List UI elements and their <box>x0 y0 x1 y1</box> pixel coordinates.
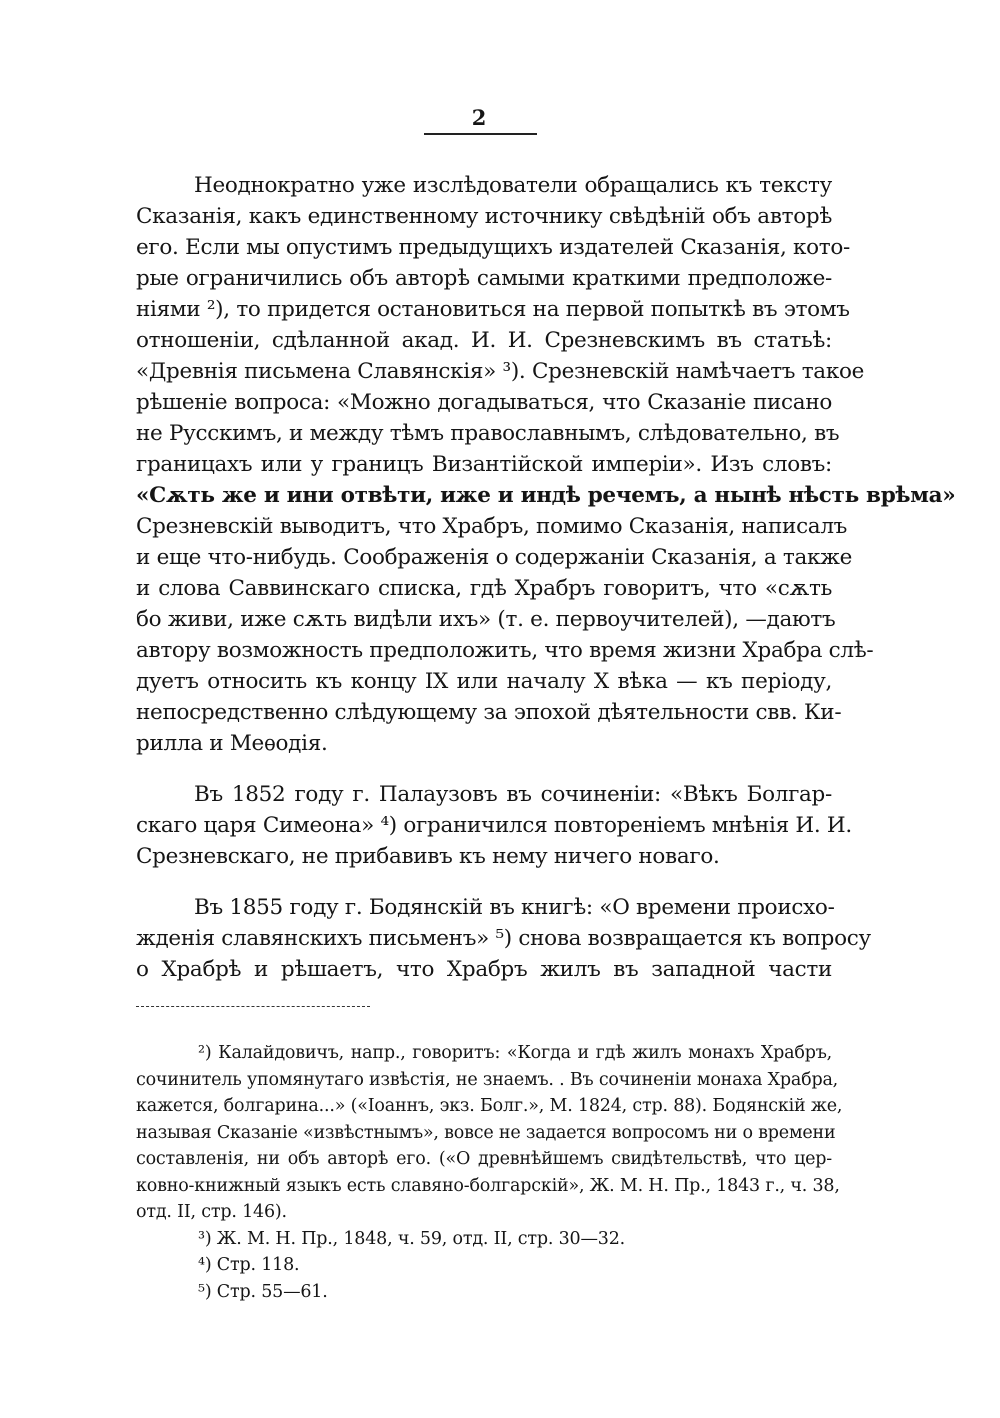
text-line: непосредственно слѣдующему за эпохой дѣятельности свв. Ки- <box>136 700 842 725</box>
footnote-line: сочинитель упомянутаго извѣстія, не знаемъ. . Въ сочиненіи монаха Храбра, <box>136 1069 839 1090</box>
text-line: и слова Саввинскаго списка, гдѣ Храбръ говоритъ, что «сѫть <box>136 576 832 601</box>
text-line: Сказанія, какъ единственному источнику свѣдѣній объ авторѣ <box>136 204 832 229</box>
main-text <box>136 170 956 985</box>
footnote-line: отд. II, стр. 146). <box>136 1202 287 1222</box>
page-number: 2 <box>471 105 487 130</box>
footnote-separator <box>136 1006 370 1007</box>
text-line: рилла и Меѳодія. <box>136 731 328 756</box>
old-slavonic-quote-line: «Сѫть же и ини отвѣти, иже и индѣ речемъ, а нынѣ нѣсть врѣма» <box>136 483 956 508</box>
footnote-line: ³) Ж. М. Н. Пр., 1848, ч. 59, отд. II, стр. 30—32. <box>198 1228 626 1249</box>
text-line: о Храбрѣ и рѣшаетъ, что Храбръ жилъ въ западной части <box>136 957 832 982</box>
header-rule <box>424 133 537 135</box>
text-line: ніями ²), то придется остановиться на первой попыткѣ въ этомъ <box>136 297 850 322</box>
paragraph-gap <box>136 759 832 779</box>
text-line: жденія славянскихъ письменъ» ⁵) снова возвращается къ вопросу <box>136 926 871 951</box>
text-line: бо живи, иже сѫть видѣли ихъ» (т. е. первоучителей), —даютъ <box>136 607 836 632</box>
text-line: скаго царя Симеона» ⁴) ограничился повтореніемъ мнѣнія И. И. <box>136 813 852 838</box>
footnote-line: ⁴) Стр. 118. <box>198 1255 300 1275</box>
text-line: границахъ или у границъ Византійской имперіи». Изъ словъ: <box>136 452 832 477</box>
text-line: рѣшеніе вопроса: «Можно догадываться, что Сказаніе писано <box>136 390 832 415</box>
text-line: дуетъ относить къ концу IX или началу X вѣка — къ періоду, <box>136 669 832 694</box>
footnote-line: называя Сказаніе «извѣстнымъ», вовсе не задается вопросомъ ни о времени <box>136 1122 836 1143</box>
text-line: Въ 1852 году г. Палаузовъ въ сочиненіи: «Вѣкъ Болгар- <box>194 782 832 807</box>
text-line: автору возможность предположить, что время жизни Храбра слѣ- <box>136 638 874 663</box>
text-line: «Древнія письмена Славянскія» ³). Срезневскій намѣчаетъ такое <box>136 359 865 384</box>
text-line: отношеніи, сдѣланной акад. И. И. Срезневскимъ въ статьѣ: <box>136 328 832 353</box>
footnote-line: ²) Калайдовичъ, напр., говоритъ: «Когда и гдѣ жилъ монахъ Храбръ, <box>198 1043 832 1063</box>
text-line: не Русскимъ, и между тѣмъ православнымъ, слѣдовательно, въ <box>136 421 840 446</box>
footnote-line: кажется, болгарина...» («Іоаннъ, экз. Болг.», М. 1824, стр. 88). Бодянскій же, <box>136 1096 843 1116</box>
text-line: Неоднократно уже изслѣдователи обращались къ тексту <box>194 173 832 198</box>
footnote-line: ковно-книжный языкъ есть славяно-болгарскій», Ж. М. Н. Пр., 1843 г., ч. 38, <box>136 1175 840 1196</box>
footnotes <box>136 1040 843 1305</box>
footnote-line: ⁵) Стр. 55—61. <box>198 1281 328 1302</box>
footnote-line: составленія, ни объ авторѣ его. («О древнѣйшемъ свидѣтельствѣ, что цер- <box>136 1149 832 1169</box>
text-line: Въ 1855 году г. Бодянскій въ книгѣ: «О времени происхо- <box>194 895 835 920</box>
text-line: и еще что-нибудь. Соображенія о содержаніи Сказанія, а также <box>136 545 853 570</box>
text-line: его. Если мы опустимъ предыдущихъ издателей Сказанія, кото- <box>136 235 851 260</box>
text-line: рые ограничились объ авторѣ самыми краткими предположе- <box>136 266 832 291</box>
text-line: Срезневскаго, не прибавивъ къ нему ничего новаго. <box>136 844 720 869</box>
text-line: Срезневскій выводитъ, что Храбръ, помимо Сказанія, написалъ <box>136 514 848 539</box>
paragraph-gap <box>136 872 832 892</box>
